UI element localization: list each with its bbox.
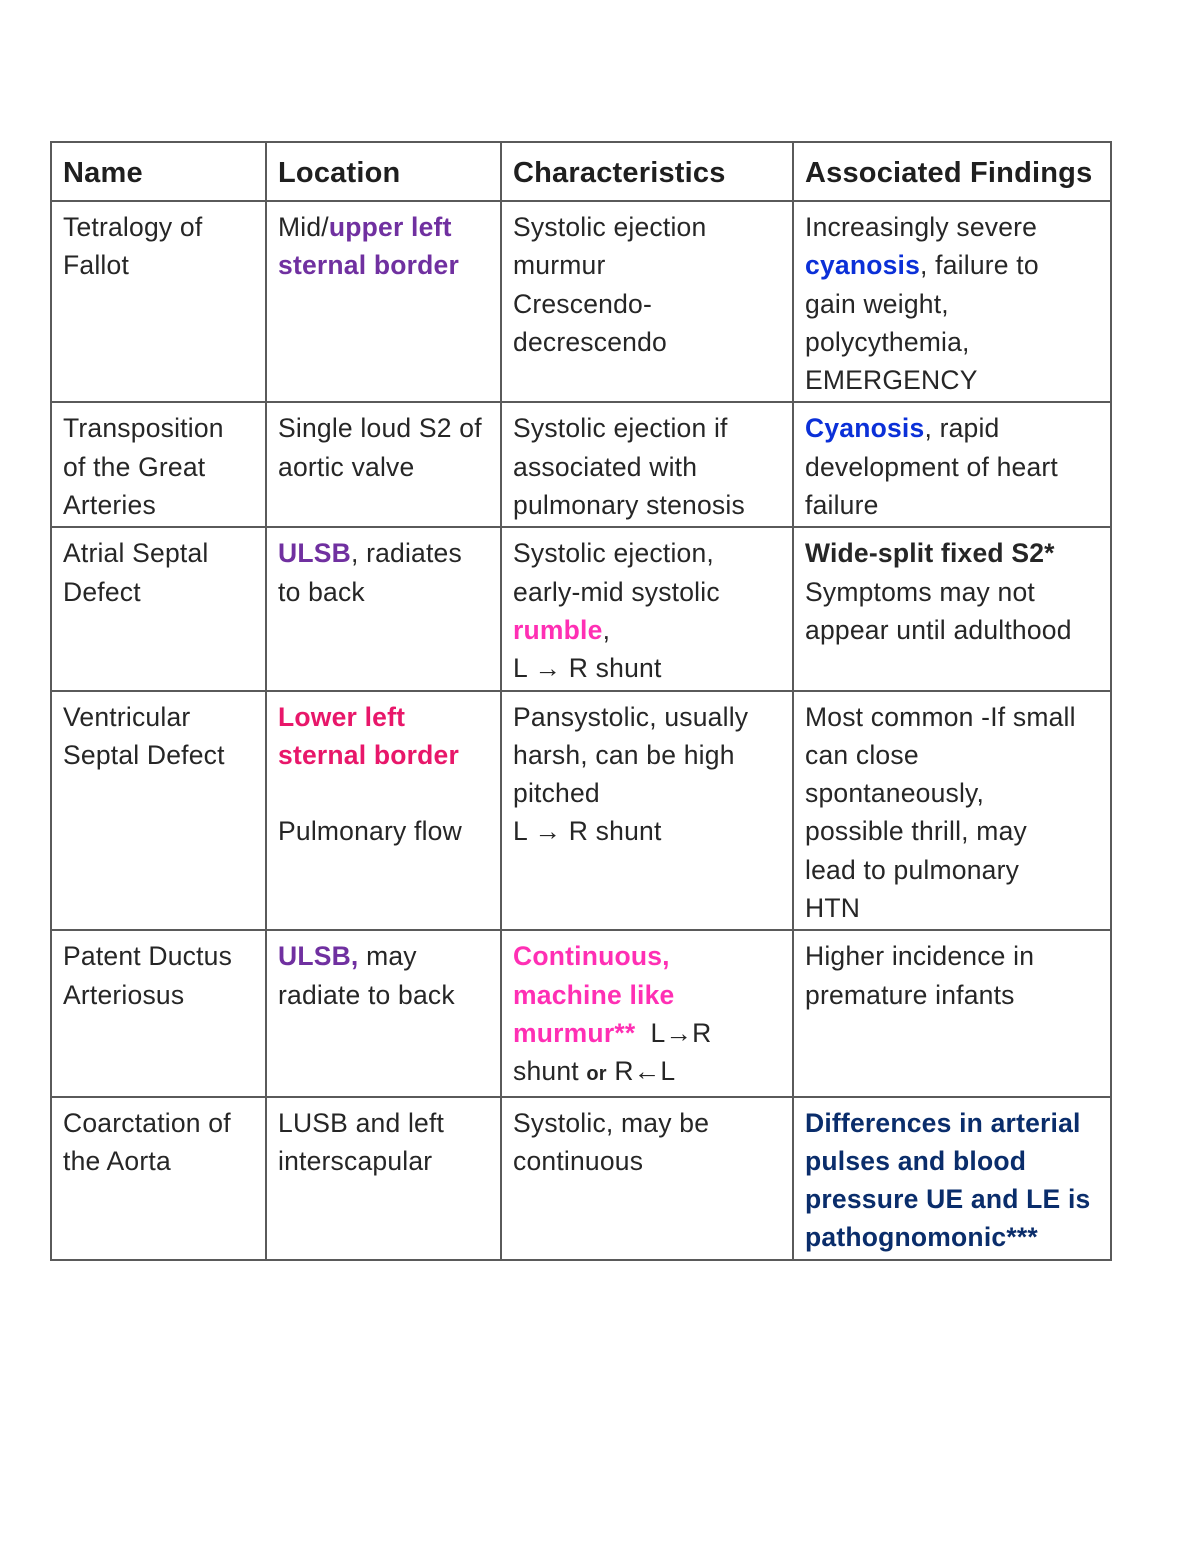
cell-location [266, 930, 501, 1096]
cell-text: can close [805, 739, 919, 770]
cell-findings [793, 527, 1111, 690]
cell-text: Systolic ejection, [513, 538, 714, 569]
cell-text: Defect [63, 576, 141, 607]
cell-text: Ventricular [63, 701, 191, 732]
cell-findings [793, 201, 1111, 402]
highlight-text: rumble [513, 614, 603, 645]
highlight-text: pulses and blood [805, 1145, 1027, 1176]
cell-text: of the Great [63, 451, 206, 482]
cell-text: L→R [650, 1017, 712, 1048]
cell-text: Tetralogy of [63, 212, 203, 242]
highlight-text: pathognomonic*** [805, 1222, 1038, 1253]
cell-text: Systolic ejection [513, 212, 707, 242]
table-row [51, 402, 1111, 527]
cell-text: Transposition [63, 413, 224, 444]
cell-text: lead to pulmonary [805, 854, 1020, 885]
cell-text: Most common -If small [805, 701, 1076, 732]
cell-findings [793, 402, 1111, 527]
header-name: Name [51, 142, 266, 201]
cell-text: spontaneously, [805, 778, 985, 809]
blank-line [278, 774, 490, 812]
highlight-text: ULSB [278, 538, 351, 569]
header-associated-findings: Associated Findings [793, 142, 1111, 201]
header-characteristics: Characteristics [501, 142, 793, 201]
cell-characteristics [501, 1097, 793, 1260]
cell-text: aortic valve [278, 451, 415, 482]
highlight-text: pressure UE and LE is [805, 1184, 1091, 1215]
cell-text: , [602, 614, 611, 645]
cell-text: Crescendo- [513, 288, 652, 319]
cell-findings [793, 930, 1111, 1096]
highlight-text: sternal border [278, 739, 459, 770]
cell-characteristics [501, 402, 793, 527]
cell-text: Symptoms may not [805, 576, 1035, 607]
cell-text: to back [278, 576, 365, 607]
highlight-text: Continuous, [513, 941, 670, 972]
cell-text: possible thrill, may [805, 816, 1027, 847]
cell-text: L → R shunt [513, 816, 662, 847]
cell-text: radiate to back [278, 979, 455, 1010]
cell-name [51, 527, 266, 690]
cell-findings [793, 1097, 1111, 1260]
highlight-text: Lower left [278, 701, 406, 732]
table-row [51, 691, 1111, 931]
cell-text: LUSB and left [278, 1107, 445, 1138]
cell-text: Atrial Septal [63, 538, 209, 569]
cell-location [266, 201, 501, 402]
cell-text: Single loud S2 of [278, 413, 482, 444]
cell-text: shunt [513, 1056, 587, 1087]
cell-name [51, 691, 266, 931]
cell-text: failure [805, 490, 879, 521]
highlight-text: sternal border [278, 250, 459, 281]
cell-characteristics [501, 930, 793, 1096]
cell-text: harsh, can be high [513, 739, 735, 770]
cell-text: Septal Defect [63, 739, 225, 770]
cell-text: Coarctation of [63, 1107, 231, 1138]
cell-text: Increasingly severe [805, 212, 1038, 242]
header-location: Location [266, 142, 501, 201]
cell-text: murmur [513, 250, 606, 281]
cell-text: Patent Ductus [63, 941, 233, 972]
cell-text: , failure to [920, 250, 1039, 281]
cell-text: Pulmonary flow [278, 816, 462, 847]
cell-text: premature infants [805, 979, 1015, 1010]
table-row [51, 930, 1111, 1096]
cell-text: may [358, 941, 417, 972]
cell-text: , radiates [350, 538, 462, 569]
cell-location [266, 402, 501, 527]
cell-text: Systolic, may be [513, 1107, 710, 1138]
cell-characteristics [501, 201, 793, 402]
table-row [51, 527, 1111, 690]
cell-name [51, 1097, 266, 1260]
highlight-text: Wide-split fixed S2* [805, 538, 1055, 569]
cell-text: gain weight, [805, 288, 949, 319]
table-header-row [51, 142, 1111, 201]
cell-text: Arteries [63, 490, 156, 521]
highlight-text: machine like [513, 979, 675, 1010]
cell-text: pulmonary stenosis [513, 490, 745, 521]
cell-text: pitched [513, 778, 600, 809]
cell-text: EMERGENCY [805, 365, 978, 396]
cell-name [51, 402, 266, 527]
highlight-text: Cyanosis [805, 413, 925, 444]
cell-text: early-mid systolic [513, 576, 720, 607]
cell-text: interscapular [278, 1145, 433, 1176]
cell-name [51, 930, 266, 1096]
cell-text: Arteriosus [63, 979, 185, 1010]
highlight-text: murmur** [513, 1017, 636, 1048]
cell-text: associated with [513, 451, 698, 482]
cell-text: continuous [513, 1145, 644, 1176]
cell-text: polycythemia, [805, 326, 970, 357]
cell-text: the Aorta [63, 1145, 171, 1176]
cell-location [266, 527, 501, 690]
cell-text: Higher incidence in [805, 941, 1035, 972]
cell-name [51, 201, 266, 402]
cell-text: development of heart [805, 451, 1058, 482]
cell-text: Mid/ [278, 212, 329, 242]
cell-location [266, 1097, 501, 1260]
cell-text: Systolic ejection if [513, 413, 728, 444]
highlight-text: upper left [328, 212, 452, 242]
table-row [51, 1097, 1111, 1260]
cell-characteristics [501, 527, 793, 690]
cell-text: decrescendo [513, 326, 667, 357]
cell-location [266, 691, 501, 931]
cell-findings [793, 691, 1111, 931]
cell-text: , rapid [924, 413, 1000, 444]
cell-text: or [586, 1063, 607, 1086]
table-row [51, 201, 1111, 402]
cell-text: Fallot [63, 250, 130, 281]
highlight-text: cyanosis [805, 250, 921, 281]
cell-text: R←L [606, 1056, 676, 1087]
murmur-comparison-table [50, 141, 1112, 1261]
cell-text: HTN [805, 893, 861, 924]
highlight-text: ULSB, [278, 941, 359, 972]
cell-text: appear until adulthood [805, 614, 1072, 645]
cell-characteristics [501, 691, 793, 931]
cell-text: L → R shunt [513, 653, 662, 684]
highlight-text: Differences in arterial [805, 1107, 1081, 1138]
cell-text: Pansystolic, usually [513, 701, 749, 732]
